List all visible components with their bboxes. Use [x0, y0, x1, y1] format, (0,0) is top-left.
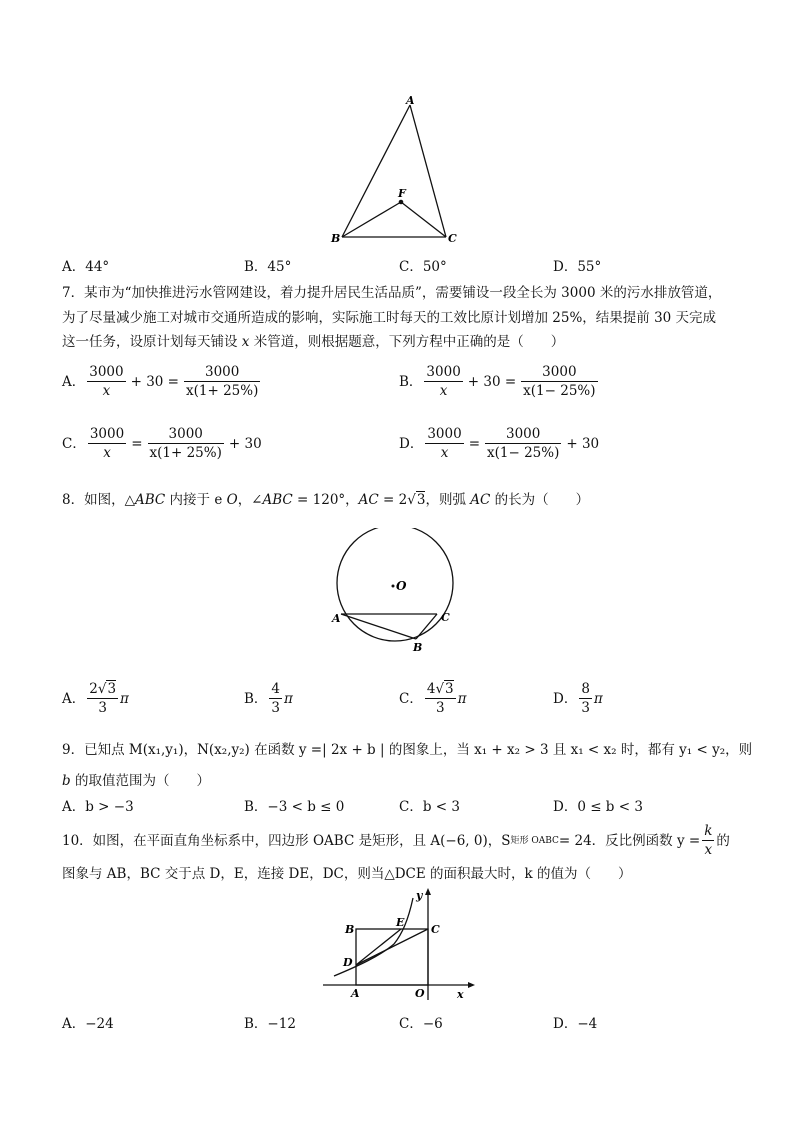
q7-option-d[interactable]: D． $\frac{3000}{x}$ = $\frac{3000}{x(1- 25\%)}$ + 30: [399, 426, 600, 461]
q6-triangle-figure: [325, 92, 465, 247]
q6-option-c[interactable]: C．50°: [399, 259, 447, 275]
q10-label-x: x: [457, 988, 464, 1001]
q10-stem-line-2: 图象与 AB，BC 交于点 D，E，连接 DE，DC，则当△DCE 的面积最大时，k 的值为（ ）: [62, 866, 632, 882]
q8-option-a[interactable]: A． $\frac{2√3}{3}$ π: [62, 681, 129, 716]
q7-stem-line-1: 7．某市为“加快推进污水管网建设，着力提升居民生活品质”，需要铺设一段全长为 3000 米的污水排放管道，: [62, 285, 722, 301]
q8-circle-figure: [328, 528, 463, 656]
q10-label-d: D: [343, 956, 353, 969]
q10-option-b[interactable]: B．−12: [244, 1016, 296, 1032]
q9-option-d[interactable]: D．0 ≤ b < 3: [553, 799, 643, 815]
q8-option-d[interactable]: D． $\frac{8}{3}$ π: [553, 681, 603, 716]
q7-option-c[interactable]: C． $\frac{3000}{x}$ = $\frac{3000}{x(1+ 25\%)}$ + 30: [62, 426, 262, 461]
q6-label-a: A: [406, 94, 415, 107]
q7-option-a[interactable]: A． $\frac{3000}{x}$ + 30 = $\frac{3000}{x(1+ 25\%)}$: [62, 364, 259, 399]
q10-label-o: O: [415, 987, 425, 1000]
q6-label-f: F: [398, 187, 406, 200]
q7-stem-line-3: 这一任务，设原计划每天铺设 x 米管道，则根据题意，下列方程中正确的是（ ）: [62, 334, 565, 350]
q8-label-c: C: [441, 611, 450, 624]
q9-option-a[interactable]: A．b > −3: [62, 799, 134, 815]
q6-option-d[interactable]: D．55°: [553, 259, 602, 275]
q8-label-b: B: [413, 641, 423, 654]
q10-option-d[interactable]: D．−4: [553, 1016, 598, 1032]
q10-label-b: B: [345, 923, 355, 936]
q8-option-b[interactable]: B． $\frac{4}{3}$ π: [244, 681, 293, 716]
q6-option-a[interactable]: A．44°: [62, 259, 110, 275]
q8-label-a: A: [332, 612, 341, 625]
q10-label-c: C: [431, 923, 440, 936]
q9-stem-line-1: 9．已知点 M(x₁,y₁)，N(x₂,y₂) 在函数 y =| 2x + b | 的图象上，当 x₁ + x₂ > 3 且 x₁ < x₂ 时，都有 y₁ < y₂，则: [62, 742, 753, 758]
q7-stem-line-2: 为了尽量减少施工对城市交通所造成的影响，实际施工时每天的工效比原计划增加 25%，结果提前 30 天完成: [62, 310, 717, 326]
q10-label-a: A: [351, 987, 360, 1000]
q6-option-b[interactable]: B．45°: [244, 259, 292, 275]
q8-stem: 8．如图，△ABC 内接于 e O，∠ABC = 120°，AC = 2√3，则弧 AC 的长为（ ）: [62, 492, 590, 508]
q9-option-b[interactable]: B．−3 < b ≤ 0: [244, 799, 345, 815]
q6-label-c: C: [448, 232, 457, 245]
q10-label-e: E: [396, 916, 405, 929]
q9-option-c[interactable]: C．b < 3: [399, 799, 460, 815]
q10-coordinate-figure: [318, 886, 478, 1004]
q9-stem-line-2: b 的取值范围为（ ）: [62, 773, 210, 789]
q8-label-o: O: [396, 579, 407, 593]
q10-label-y: y: [416, 889, 423, 902]
q10-option-a[interactable]: A．−24: [62, 1016, 114, 1032]
q6-label-b: B: [331, 232, 341, 245]
q7-option-b[interactable]: B． $\frac{3000}{x}$ + 30 = $\frac{3000}{x(1- 25\%)}$: [399, 364, 596, 399]
q10-option-c[interactable]: C．−6: [399, 1016, 443, 1032]
q8-option-c[interactable]: C． $\frac{4√3}{3}$ π: [399, 681, 467, 716]
q10-stem-line-1: 10．如图，在平面直角坐标系中，四边形 OABC 是矩形，且 A(−6, 0)，S 矩形 OABC = 24．反比例函数 y = $\frac{k}{x}$ 的: [62, 823, 730, 858]
